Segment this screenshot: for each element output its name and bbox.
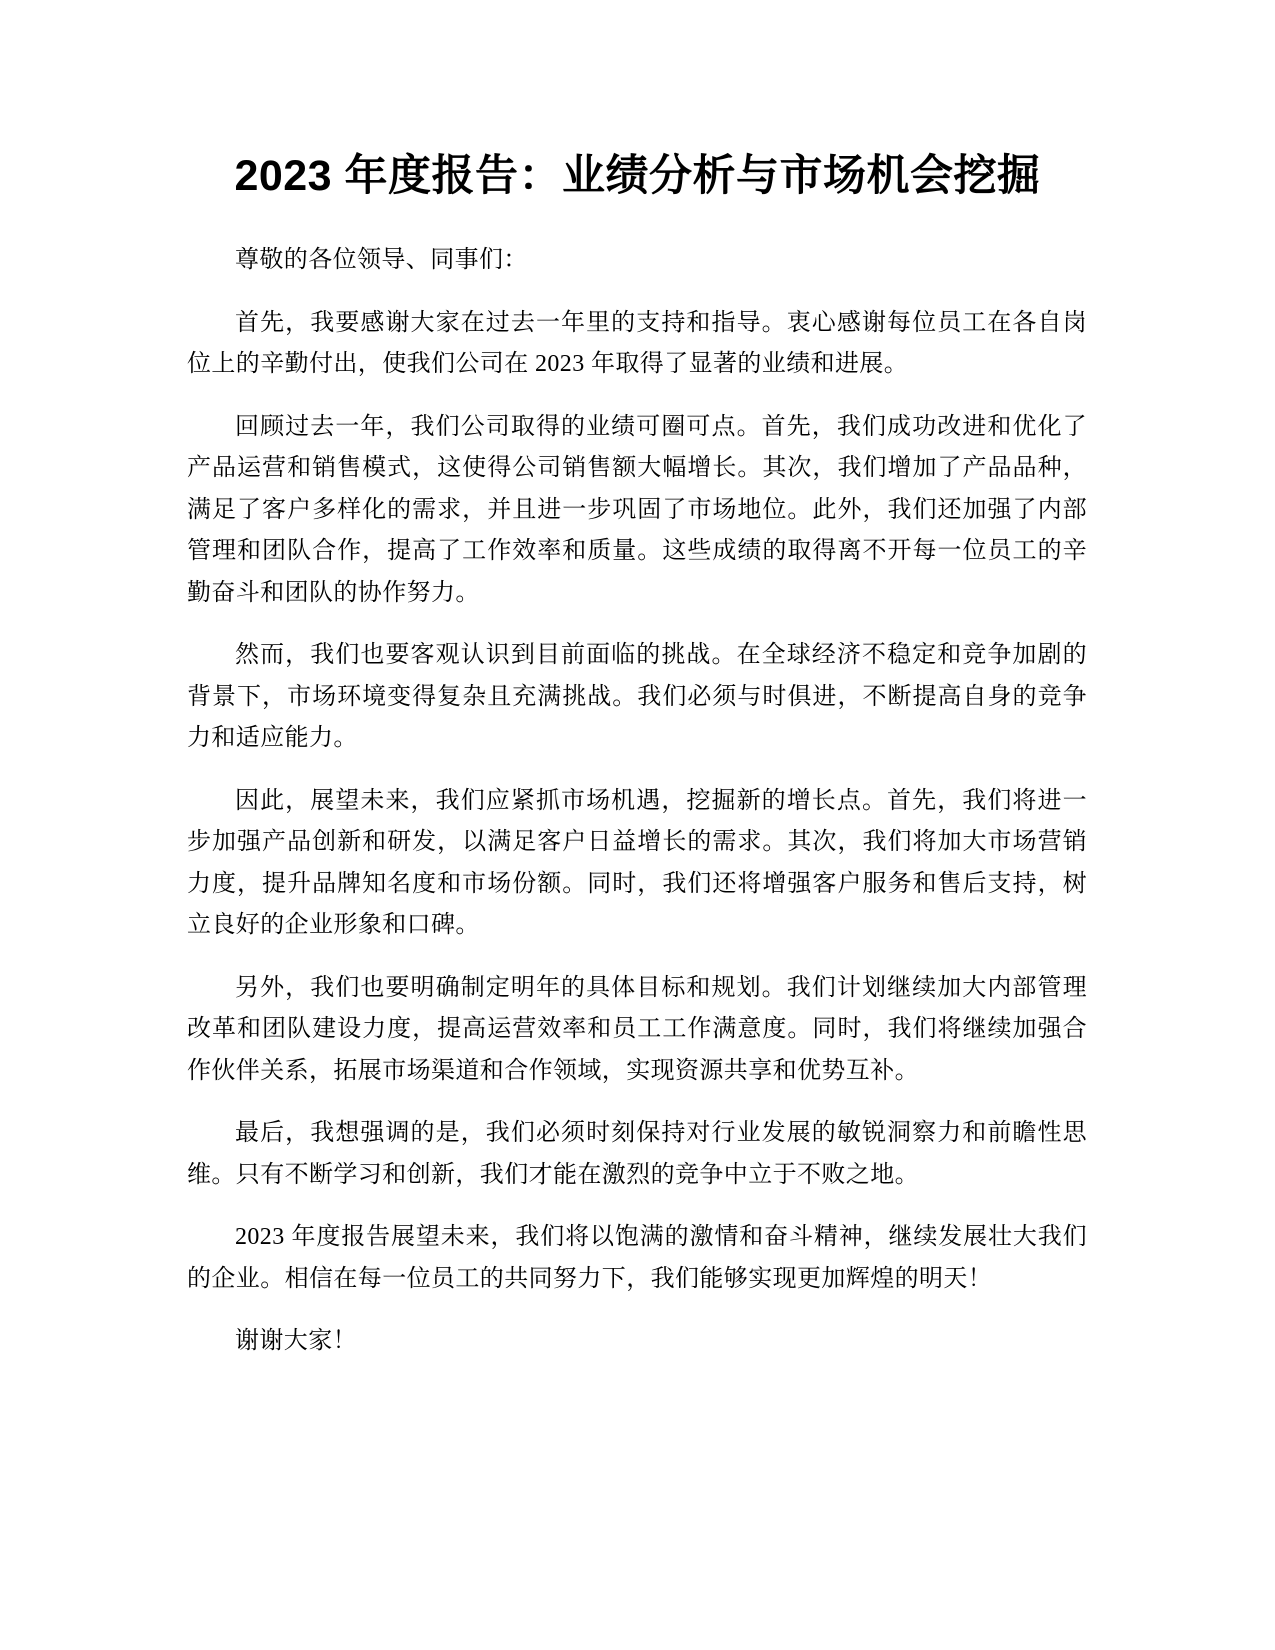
paragraph-outlook: 因此，展望未来，我们应紧抓市场机遇，挖掘新的增长点。首先，我们将进一步加强产品创新和研发，以满足客户日益增长的需求。其次，我们将加大市场营销力度，提升品牌知名度和市场份额。同时，我们还将增强客户服务和售后支持，树立良好的企业形象和口碑。 bbox=[187, 787, 1087, 938]
paragraph-thanks: 首先，我要感谢大家在过去一年里的支持和指导。衷心感谢每位员工在各自岗位上的辛勤付出，使我们公司在 2023 年取得了显著的业绩和进展。 bbox=[187, 309, 1087, 377]
paragraph-thank-you: 谢谢大家！ bbox=[235, 1328, 357, 1354]
paragraph-emphasis: 最后，我想强调的是，我们必须时刻保持对行业发展的敏锐洞察力和前瞻性思维。只有不断学习和创新，我们才能在激烈的竞争中立于不败之地。 bbox=[187, 1120, 1087, 1188]
paragraph-review: 回顾过去一年，我们公司取得的业绩可圈可点。首先，我们成功改进和优化了产品运营和销售模式，这使得公司销售额大幅增长。其次，我们增加了产品品种，满足了客户多样化的需求，并且进一步巩固了市场地位。此外，我们还加强了内部管理和团队合作，提高了工作效率和质量。这些成绩的取得离不开每一位员工的辛勤奋斗和团队的协作努力。 bbox=[187, 413, 1087, 606]
paragraph-salutation: 尊敬的各位领导、同事们： bbox=[235, 247, 528, 273]
document-title: 2023 年度报告：业绩分析与市场机会挖掘 bbox=[234, 152, 1041, 200]
document-body bbox=[187, 240, 1087, 1384]
paragraph-closing: 2023 年度报告展望未来，我们将以饱满的激情和奋斗精神，继续发展壮大我们的企业。相信在每一位员工的共同努力下，我们能够实现更加辉煌的明天！ bbox=[187, 1224, 1087, 1292]
paragraph-challenges: 然而，我们也要客观认识到目前面临的挑战。在全球经济不稳定和竞争加剧的背景下，市场环境变得复杂且充满挑战。我们必须与时俱进，不断提高自身的竞争力和适应能力。 bbox=[187, 642, 1087, 751]
paragraph-goals: 另外，我们也要明确制定明年的具体目标和规划。我们计划继续加大内部管理改革和团队建设力度，提高运营效率和员工工作满意度。同时，我们将继续加强合作伙伴关系，拓展市场渠道和合作领域，实现资源共享和优势互补。 bbox=[187, 974, 1087, 1084]
